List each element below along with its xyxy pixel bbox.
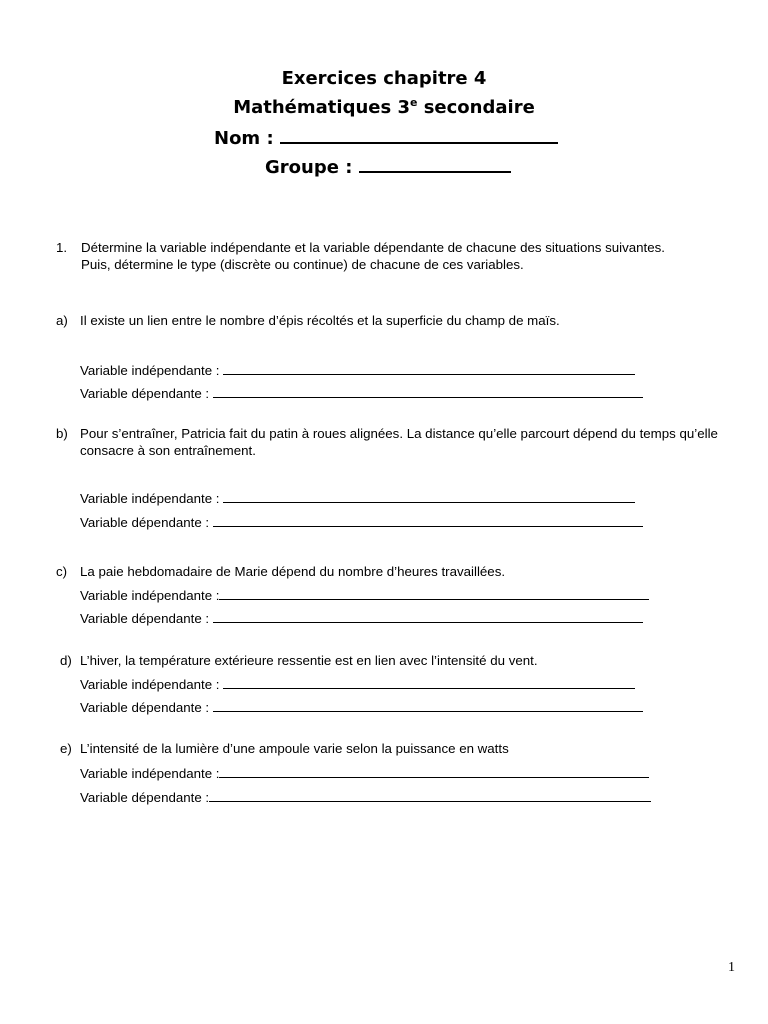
situation-a bbox=[56, 312, 560, 329]
worksheet-title: Exercices chapitre 4 bbox=[281, 68, 487, 89]
independent-label: Variable indépendante : bbox=[80, 491, 220, 506]
page-number: 1 bbox=[728, 960, 735, 975]
answer-b-dependent[interactable] bbox=[80, 513, 643, 531]
answer-d-dependent[interactable] bbox=[80, 698, 643, 716]
item-letter: b) bbox=[56, 426, 68, 441]
answer-c-independent[interactable] bbox=[80, 586, 649, 604]
instruction-line-2: Puis, détermine le type (discrète ou continue) de chacune de ces variables. bbox=[81, 257, 524, 272]
answer-blank[interactable] bbox=[213, 513, 643, 527]
name-label: Nom : bbox=[214, 128, 280, 149]
answer-blank[interactable] bbox=[213, 609, 643, 623]
item-letter: c) bbox=[56, 564, 68, 579]
dependent-label: Variable dépendante : bbox=[80, 386, 210, 401]
answer-blank[interactable] bbox=[223, 675, 635, 689]
independent-label: Variable indépendante : bbox=[80, 588, 220, 603]
answer-blank[interactable] bbox=[213, 698, 643, 712]
group-blank[interactable] bbox=[359, 155, 511, 173]
answer-blank[interactable] bbox=[223, 489, 635, 503]
independent-label: Variable indépendante : bbox=[80, 766, 220, 781]
item-text: Il existe un lien entre le nombre d’épis récoltés et la superficie du champ de maïs. bbox=[80, 313, 560, 328]
question-number: 1. bbox=[56, 240, 68, 255]
situation-c bbox=[56, 563, 505, 580]
dependent-label: Variable dépendante : bbox=[80, 700, 210, 715]
group-label: Groupe : bbox=[265, 157, 359, 178]
item-letter: a) bbox=[56, 313, 68, 328]
independent-label: Variable indépendante : bbox=[80, 363, 220, 378]
instruction-line-1: Détermine la variable indépendante et la variable dépendante de chacune des situations suivantes. bbox=[81, 240, 665, 255]
group-field[interactable] bbox=[265, 155, 511, 179]
situation-d bbox=[60, 652, 538, 669]
item-text: L’hiver, la température extérieure ressentie est en lien avec l’intensité du vent. bbox=[80, 653, 538, 668]
item-text: Pour s’entraîner, Patricia fait du patin à roues alignées. La distance qu’elle parcourt dépend du temps qu’elle bbox=[80, 426, 718, 441]
answer-c-dependent[interactable] bbox=[80, 609, 643, 627]
dependent-label: Variable dépendante : bbox=[80, 790, 210, 805]
answer-e-dependent[interactable] bbox=[80, 788, 651, 806]
dependent-label: Variable dépendante : bbox=[80, 515, 210, 530]
item-text-continued: consacre à son entraînement. bbox=[80, 443, 256, 458]
answer-blank[interactable] bbox=[223, 361, 635, 375]
answer-a-dependent[interactable] bbox=[80, 384, 643, 402]
answer-d-independent[interactable] bbox=[80, 675, 635, 693]
answer-b-independent[interactable] bbox=[80, 489, 635, 507]
item-letter: d) bbox=[60, 653, 72, 668]
item-text: L’intensité de la lumière d’une ampoule varie selon la puissance en watts bbox=[80, 741, 509, 756]
independent-label: Variable indépendante : bbox=[80, 677, 220, 692]
answer-e-independent[interactable] bbox=[80, 764, 649, 782]
item-letter: e) bbox=[60, 741, 72, 756]
answer-blank[interactable] bbox=[209, 788, 651, 802]
answer-blank[interactable] bbox=[213, 384, 643, 398]
answer-blank[interactable] bbox=[219, 586, 649, 600]
worksheet-subtitle: Mathématiques 3e secondaire bbox=[233, 96, 535, 118]
name-field[interactable] bbox=[214, 126, 558, 150]
dependent-label: Variable dépendante : bbox=[80, 611, 210, 626]
item-text: La paie hebdomadaire de Marie dépend du nombre d’heures travaillées. bbox=[80, 564, 506, 579]
answer-a-independent[interactable] bbox=[80, 361, 635, 379]
answer-blank[interactable] bbox=[219, 764, 649, 778]
question-1-instructions bbox=[56, 239, 736, 273]
situation-e bbox=[60, 740, 509, 757]
situation-b bbox=[56, 425, 718, 459]
name-blank[interactable] bbox=[280, 126, 558, 144]
